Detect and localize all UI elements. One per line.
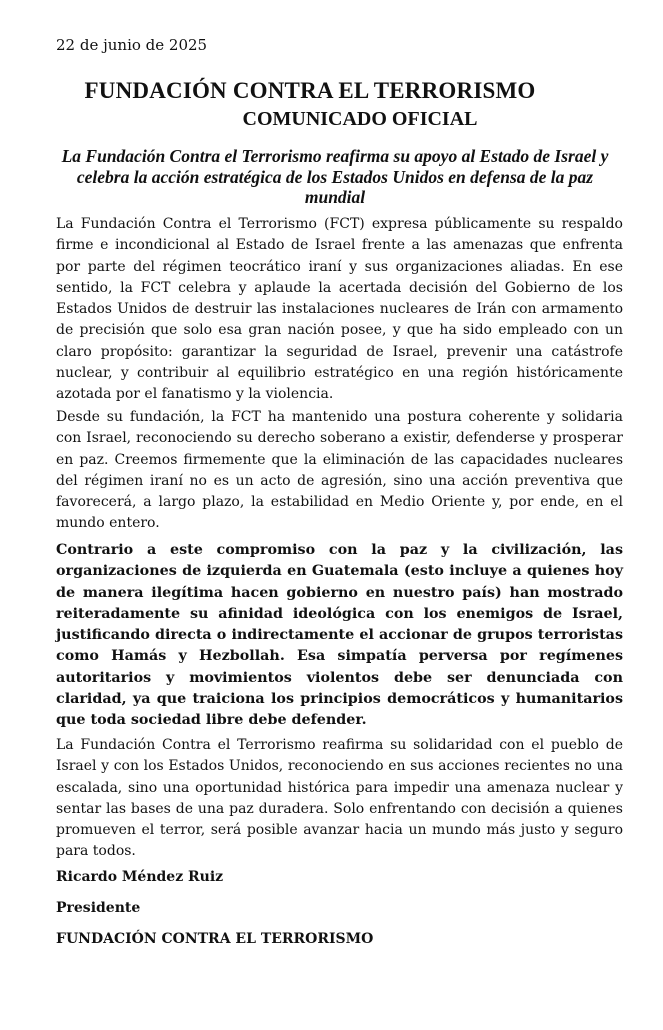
signatory-organization: FUNDACIÓN CONTRA EL TERRORISMO: [56, 931, 374, 947]
communique-title: COMUNICADO OFICIAL: [242, 108, 478, 130]
signatory-name: Ricardo Méndez Ruiz: [56, 869, 224, 885]
paragraph-2: Desde su fundación, la FCT ha mantenido una postura coherente y solidaria con Israel, reconociendo su derecho soberano a existir, defenderse y prosperar en paz. Creemos firmemente que la eliminación de las capacidades nucleares del régimen iraní no es un acto de agresión, sino una acción preventiva que favorecerá, a largo plazo, la estabilidad en Medio Oriente y, por ende, en el mundo entero.: [56, 409, 623, 532]
paragraph-4: La Fundación Contra el Terrorismo reafirma su solidaridad con el pueblo de Israel y con los Estados Unidos, reconociendo en sus acciones recientes no una escalada, sino una oportunidad histórica para impedir una amenaza nuclear y sentar las bases de una paz duradera. Solo enfrentando con decisión a quienes promueven el terror, será posible avanzar hacia un mundo más justo y seguro para todos.: [56, 737, 623, 860]
organization-title: FUNDACIÓN CONTRA EL TERRORISMO: [84, 78, 536, 103]
paragraph-3-bold: Contrario a este compromiso con la paz y la civilización, las organizaciones de izquierda en Guatemala (esto incluye a quienes hoy de manera ilegítima hacen gobierno en nuestro país) han mostrado reiteradamente su afinidad ideológica con los enemigos de Israel, justificando directa o indirectamente el accionar de grupos terroristas como Hamás y Hezbollah. Esa simpatía perversa por regímenes autoritarios y movimientos violentos debe ser denunciada con claridad, ya que traiciona los principios democráticos y humanitarios que toda sociedad libre debe defender.: [56, 542, 623, 729]
paragraph-1: La Fundación Contra el Terrorismo (FCT) expresa públicamente su respaldo firme e incondicional al Estado de Israel frente a las amenazas que enfrenta por parte del régimen teocrático iraní y sus organizaciones aliadas. En ese sentido, la FCT celebra y aplaude la acertada decisión del Gobierno de los Estados Unidos de destruir las instalaciones nucleares de Irán con armamento de precisión que solo esa gran nación posee, y que ha sido empleado con un claro propósito: garantizar la seguridad de Israel, prevenir una catástrofe nuclear, y contribuir al equilibrio estratégico en una región históricamente azotada por el fanatismo y la violencia.: [56, 216, 623, 403]
communique-subtitle: La Fundación Contra el Terrorismo reafirma su apoyo al Estado de Israel y celebra la acción estratégica de los Estados Unidos en defensa de la paz mundial: [61, 146, 609, 207]
signatory-role: Presidente: [56, 900, 141, 916]
document-date: 22 de junio de 2025: [56, 36, 208, 54]
